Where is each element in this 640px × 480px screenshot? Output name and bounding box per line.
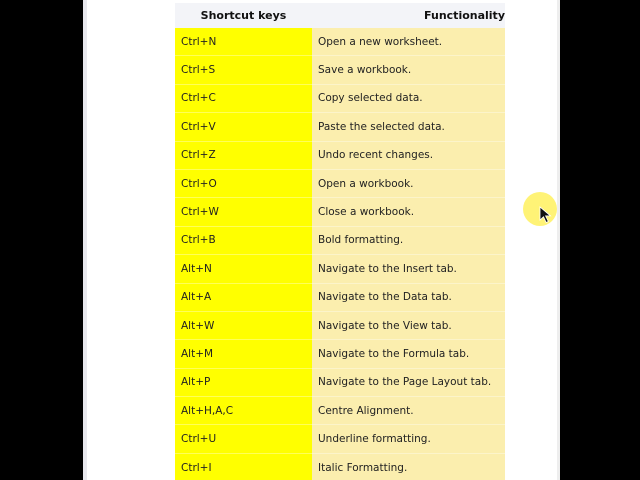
functionality-cell: Navigate to the Formula tab. <box>312 340 505 368</box>
functionality-cell: Navigate to the Page Layout tab. <box>312 368 505 396</box>
shortcut-key-cell: Alt+P <box>175 368 312 396</box>
functionality-cell: Open a workbook. <box>312 169 505 197</box>
shortcut-key-cell: Alt+H,A,C <box>175 397 312 425</box>
table-row <box>175 425 505 453</box>
table-row <box>175 397 505 425</box>
functionality-cell: Copy selected data. <box>312 84 505 112</box>
table-row <box>175 453 505 480</box>
shortcut-key-cell: Ctrl+N <box>175 28 312 56</box>
shortcut-key-cell: Ctrl+C <box>175 84 312 112</box>
shortcut-key-cell: Ctrl+O <box>175 169 312 197</box>
table-row <box>175 84 505 112</box>
table-body <box>175 28 505 480</box>
functionality-cell: Navigate to the Data tab. <box>312 283 505 311</box>
table-row <box>175 28 505 56</box>
table-row <box>175 113 505 141</box>
shortcut-key-cell: Ctrl+U <box>175 425 312 453</box>
table-row <box>175 311 505 339</box>
mouse-pointer-icon <box>539 206 553 224</box>
page-right-edge <box>557 0 560 480</box>
table-row <box>175 169 505 197</box>
shortcut-table <box>175 3 505 480</box>
page-left-edge <box>83 0 87 480</box>
shortcut-key-cell: Ctrl+B <box>175 226 312 254</box>
table-row <box>175 226 505 254</box>
functionality-cell: Open a new worksheet. <box>312 28 505 56</box>
table-row <box>175 141 505 169</box>
functionality-cell: Close a workbook. <box>312 198 505 226</box>
functionality-cell: Navigate to the Insert tab. <box>312 255 505 283</box>
functionality-cell: Underline formatting. <box>312 425 505 453</box>
table-row <box>175 283 505 311</box>
shortcut-key-cell: Ctrl+S <box>175 56 312 84</box>
functionality-cell: Save a workbook. <box>312 56 505 84</box>
table-row <box>175 198 505 226</box>
functionality-cell: Undo recent changes. <box>312 141 505 169</box>
document-page <box>83 0 560 480</box>
header-functionality: Functionality <box>312 3 505 28</box>
shortcut-key-cell: Ctrl+W <box>175 198 312 226</box>
functionality-cell: Paste the selected data. <box>312 113 505 141</box>
shortcut-key-cell: Alt+N <box>175 255 312 283</box>
functionality-cell: Bold formatting. <box>312 226 505 254</box>
shortcut-key-cell: Ctrl+Z <box>175 141 312 169</box>
table-row <box>175 340 505 368</box>
shortcut-key-cell: Ctrl+I <box>175 453 312 480</box>
functionality-cell: Italic Formatting. <box>312 453 505 480</box>
header-shortcut-keys: Shortcut keys <box>175 3 312 28</box>
functionality-cell: Navigate to the View tab. <box>312 311 505 339</box>
shortcut-key-cell: Alt+A <box>175 283 312 311</box>
shortcut-key-cell: Ctrl+V <box>175 113 312 141</box>
table-row <box>175 56 505 84</box>
table-row <box>175 368 505 396</box>
functionality-cell: Centre Alignment. <box>312 397 505 425</box>
shortcut-key-cell: Alt+M <box>175 340 312 368</box>
shortcut-key-cell: Alt+W <box>175 311 312 339</box>
table-row <box>175 255 505 283</box>
table-header-row <box>175 3 505 28</box>
